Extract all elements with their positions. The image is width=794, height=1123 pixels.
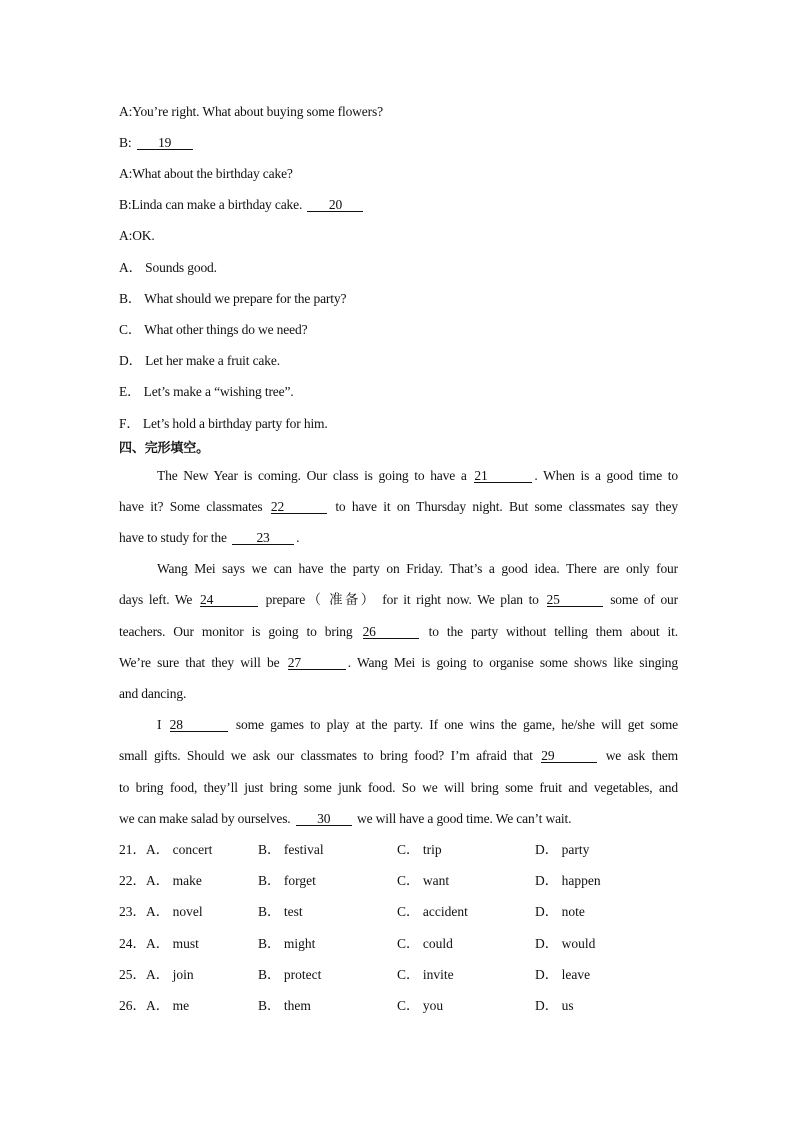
passage-line: The New Year is coming. Our class is going to have a 21 . When is a good time to <box>157 468 678 483</box>
passage-line: I 28 some games to play at the party. If one wins the game, he/she will get some <box>157 717 678 732</box>
answer-blank-20: 20 <box>307 198 363 212</box>
passage-line: days left. We 24 prepare（ 准备） for it right now. We plan to 25 some of our <box>119 592 678 607</box>
passage-line: we can make salad by ourselves. 30 we will have a good time. We can’t wait. <box>119 811 572 826</box>
passage-line: small gifts. Should we ask our classmates to bring food? I’m afraid that 29 we ask them <box>119 748 679 763</box>
passage-line: to bring food, they’ll just bring some junk food. So we will bring some fruit and vegetables, and <box>119 780 678 795</box>
document-page: A:You’re right. What about buying some flowers? B: 19 A:What about the birthday cake? B:Linda can make a birthday cake. 20 A:OK. A． Sounds good. B． What should we prepare for the party? C． What other things do we need? D． Let her make a fruit cake. E． Let’s make a “wishing tree”. F． Let’s hold a birthday party for him. 四、完形填空。 The New Year is coming. Our class is going to have a 21 . When is a good time to have it? Some classmates 22 to have it on Thursday night. But some classmates say they have to study for the 23 . Wang Mei says we can have the party on Friday. That’s a good idea. There are only four days left. We 24 prepare（ 准备） for it right now. We plan to 25 some of our teachers. Our monitor is going to bring 26 to the party without telling them about it. We’re sure that they will be 27 . Wang Mei is going to organise some shows like singing and dancing. I 28 some games to play at the party. If one wins the game, he/she will get some small gifts. Should we ask our classmates to bring food? I’m afraid that 29 we ask them to bring food, they’ll just bring some junk food. So we will bring some fruit and vegetables, and we can make salad by ourselves. 30 we will have a good time. We can’t wait. 21．A． concert B． festival C． trip D． party 22．A． make B． forget C． want D． happen 23．A． novel B． test C． accident D． note 24．A． must B． might C． could D． would 25．A． join B． protect C． invite D． leave 26．A． me B． them C． you D． us <box>119 104 679 1013</box>
answer-blank-19: 19 <box>137 136 193 150</box>
passage-line: We’re sure that they will be 27 . Wang Mei is going to organise some shows like singing <box>119 655 678 670</box>
option-d: D． Let her make a fruit cake. <box>119 353 280 368</box>
passage-line: have to study for the 23 . <box>119 530 300 545</box>
answer-blank-25: 25 <box>547 593 603 607</box>
option-f: F． Let’s hold a birthday party for him. <box>119 416 328 431</box>
answer-blank-27: 27 <box>288 656 346 670</box>
passage-line: have it? Some classmates 22 to have it on Thursday night. But some classmates say they <box>119 499 678 514</box>
answer-blank-23: 23 <box>232 531 294 545</box>
answer-blank-21: 21 <box>474 469 532 483</box>
answer-blank-24: 24 <box>200 593 258 607</box>
option-a: A． Sounds good. <box>119 260 217 275</box>
passage-line: Wang Mei says we can have the party on Friday. That’s a good idea. There are only four <box>157 561 678 576</box>
dialogue-line-4: B:Linda can make a birthday cake. 20 <box>119 197 678 213</box>
answer-blank-30: 30 <box>296 812 352 826</box>
dialogue-line-2: B: 19 <box>119 135 678 151</box>
answer-blank-29: 29 <box>541 749 597 763</box>
passage-line: teachers. Our monitor is going to bring 26 to the party without telling them about it. <box>119 624 678 639</box>
option-b: B． What should we prepare for the party? <box>119 291 347 306</box>
option-c: C． What other things do we need? <box>119 322 308 337</box>
dialogue-line-3: A:What about the birthday cake? <box>119 166 293 181</box>
answer-blank-22: 22 <box>271 500 327 514</box>
option-e: E． Let’s make a “wishing tree”. <box>119 384 294 399</box>
answer-blank-28: 28 <box>170 718 228 732</box>
answer-blank-26: 26 <box>363 625 419 639</box>
dialogue-line-5: A:OK. <box>119 228 155 243</box>
dialogue-line-1: A:You’re right. What about buying some flowers? <box>119 104 383 119</box>
passage-line: and dancing. <box>119 686 187 701</box>
section-heading: 四、完形填空。 <box>119 441 209 456</box>
